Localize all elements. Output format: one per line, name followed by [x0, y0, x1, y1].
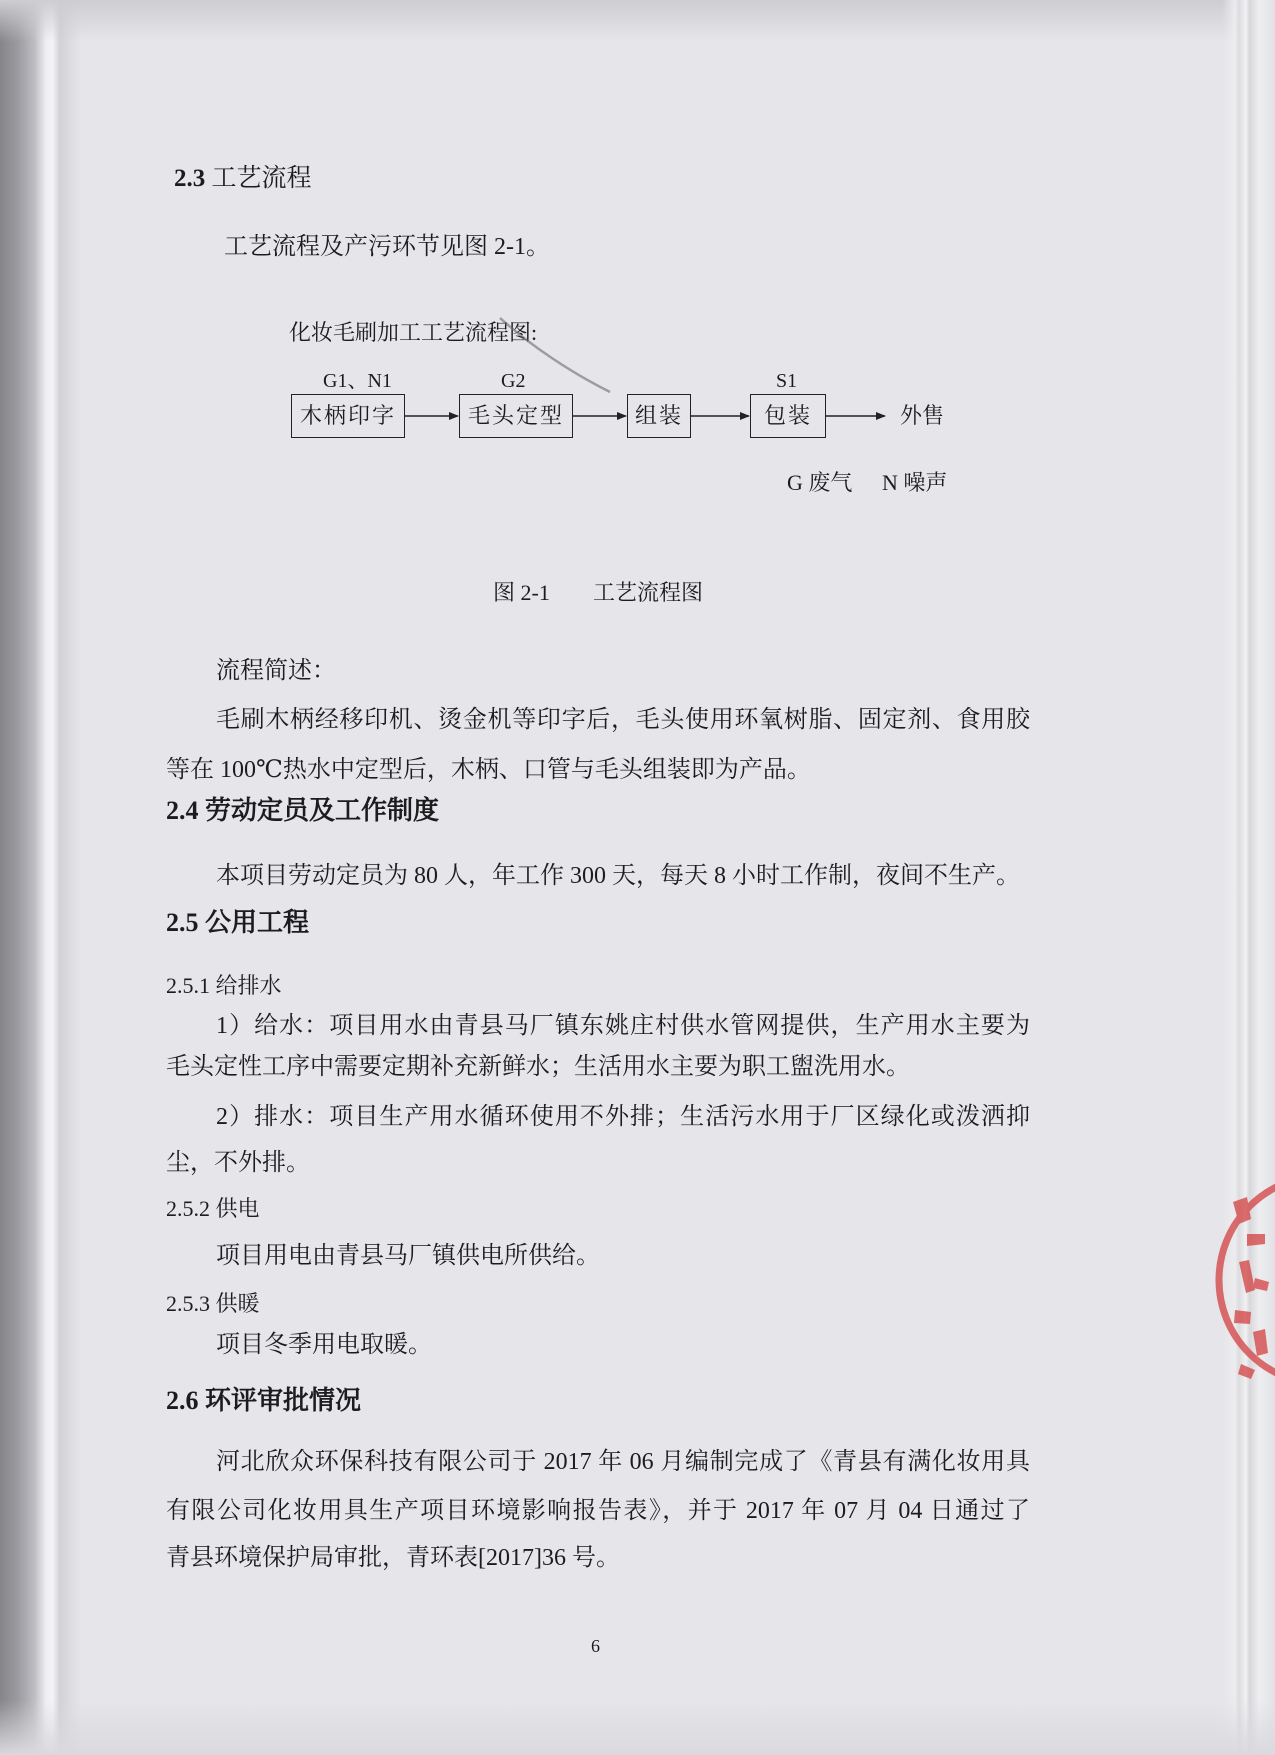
- seal-stroke: [1247, 1234, 1265, 1246]
- flow-output-label: 外售: [900, 403, 945, 428]
- section-2-4-heading: 2.4 劳动定员及工作制度: [166, 796, 440, 825]
- seal-stroke: [1253, 1278, 1269, 1291]
- water-drainage-line: 2）排水：项目生产用水循环使用不外排；生活污水用于厂区绿化或泼洒抑: [216, 1104, 1030, 1130]
- flow-step-packaging: [750, 394, 826, 438]
- scan-right-edge: [1222, 0, 1275, 1755]
- heating-text: 项目冬季用电取暖。: [216, 1332, 432, 1358]
- water-supply-line: 1）给水：项目用水由青县马厂镇东姚庄村供水管网提供，生产用水主要为: [216, 1013, 1030, 1039]
- flow-step-handle-printing: [291, 394, 405, 438]
- flow-emission-label: S1: [776, 370, 798, 392]
- section-2-3-intro: 工艺流程及产污环节见图 2-1。: [224, 234, 550, 260]
- flow-step-label: 包装: [763, 403, 812, 428]
- seal-stroke: [1234, 1310, 1251, 1324]
- process-description-line: 等在 100℃热水中定型后，木柄、口管与毛头组装即为产品。: [166, 757, 811, 783]
- red-seal-fragment: [1195, 1150, 1275, 1410]
- flow-emission-label: G2: [501, 370, 526, 392]
- scan-top-edge: [0, 0, 1275, 42]
- seal-stroke: [1253, 1329, 1268, 1356]
- scan-binding-shadow: [0, 0, 82, 1755]
- flow-emission-label: G1、N1: [323, 370, 392, 392]
- seal-stroke: [1239, 1260, 1255, 1293]
- approval-line: 有限公司化妆用具生产项目环境影响报告表》，并于 2017 年 07 月 04 日通过了: [166, 1498, 1030, 1524]
- subsection-2-5-1-heading: 2.5.1 给排水: [166, 973, 282, 998]
- process-description-line: 毛刷木柄经移印机、烫金机等印字后，毛头使用环氧树脂、固定剂、食用胶: [216, 707, 1030, 733]
- power-supply-text: 项目用电由青县马厂镇供电所供给。: [216, 1243, 600, 1269]
- section-number: 2.3: [174, 165, 206, 192]
- section-2-6-heading: 2.6 环评审批情况: [166, 1386, 362, 1415]
- flow-legend-noise: N 噪声: [882, 470, 948, 495]
- flow-step-label: 组装: [634, 403, 683, 428]
- approval-line: 河北欣众环保科技有限公司于 2017 年 06 月编制完成了《青县有满化妆用具: [216, 1449, 1030, 1475]
- flow-step-bristle-shaping: [459, 394, 573, 438]
- flow-legend-gas: G 废气: [787, 470, 853, 495]
- figure-caption-number: 图 2-1: [493, 580, 550, 605]
- scan-bottom-edge: [0, 1700, 1275, 1755]
- section-title: 工艺流程: [211, 165, 312, 192]
- flow-step-label: 毛头定型: [467, 403, 564, 428]
- section-2-3-heading: [174, 166, 312, 191]
- flow-diagram-title: 化妆毛刷加工工艺流程图:: [289, 320, 538, 345]
- approval-line: 青县环境保护局审批，青环表[2017]36 号。: [166, 1545, 620, 1571]
- process-description-label: 流程简述：: [216, 658, 336, 684]
- flow-step-assembly: [627, 394, 691, 438]
- water-drainage-line: 尘，不外排。: [166, 1150, 310, 1176]
- section-2-5-heading: 2.5 公用工程: [166, 908, 310, 937]
- flow-step-label: 木柄印字: [299, 403, 396, 428]
- seal-stroke: [1238, 1364, 1255, 1379]
- subsection-2-5-3-heading: 2.5.3 供暖: [166, 1291, 260, 1316]
- page-number: 6: [591, 1636, 600, 1656]
- figure-caption-title: 工艺流程图: [593, 580, 704, 605]
- water-supply-line: 毛头定性工序中需要定期补充新鲜水；生活用水主要为职工盥洗用水。: [166, 1054, 910, 1080]
- subsection-2-5-2-heading: 2.5.2 供电: [166, 1196, 260, 1221]
- section-2-4-text: 本项目劳动定员为 80 人，年工作 300 天，每天 8 小时工作制，夜间不生产。: [216, 863, 1020, 889]
